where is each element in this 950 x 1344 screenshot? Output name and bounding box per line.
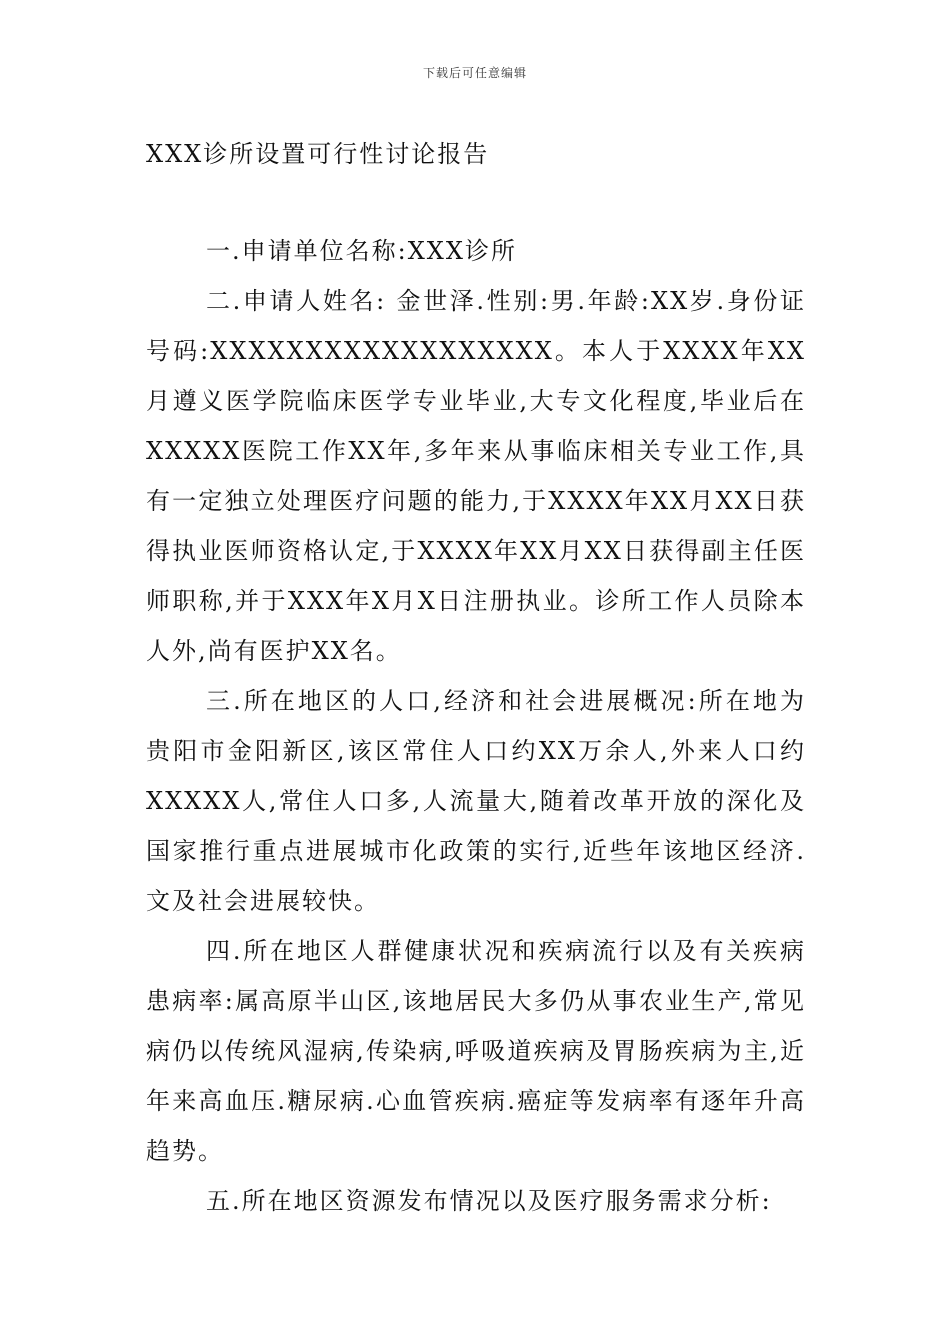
section-5-resource-analysis: 五.所在地区资源发布情况以及医疗服务需求分析: [206,1187,772,1215]
section-2-applicant-info: 二.申请人姓名: 金世泽.性别:男.年龄:XX岁.身份证号码:XXXXXXXXXXXXXXXXXX。本人于XXXX年XX月遵义医学院临床医学专业毕业,大专文化程度,毕业后在XXXXX医院工作XX年,多年来从事临床相关专业工作,具有一定独立处理医疗问题的能力,于XXXX年XX月XX日获得执业医师资格认定,于XXXX年XX月XX日获得副主任医师职称,并于XXX年X月X日注册执业。诊所工作人员除本人外,尚有医护XX名。 [146,287,806,665]
section-3-regional-overview: 三.所在地区的人口,经济和社会进展概况:所在地为贵阳市金阳新区,该区常住人口约XX万余人,外来人口约XXXXX人,常住人口多,人流量大,随着改革开放的深化及国家推行重点进展城市化政策的实行,近些年该地区经济.文及社会进展较快。 [146,687,806,915]
document-title: XXX诊所设置可行性讨论报告 [146,140,490,168]
document-body [146,226,806,1226]
page-header-note: 下载后可任意编辑 [422,66,527,80]
section-1-applicant-unit: 一.申请单位名称:XXX诊所 [206,237,517,265]
section-4-health-status: 四.所在地区人群健康状况和疾病流行以及有关疾病患病率:属高原半山区,该地居民大多仍从事农业生产,常见病仍以传统风湿病,传染病,呼吸道疾病及胃肠疾病为主,近年来高血压.糖尿病.心血管疾病.癌症等发病率有逐年升高趋势。 [146,937,806,1165]
